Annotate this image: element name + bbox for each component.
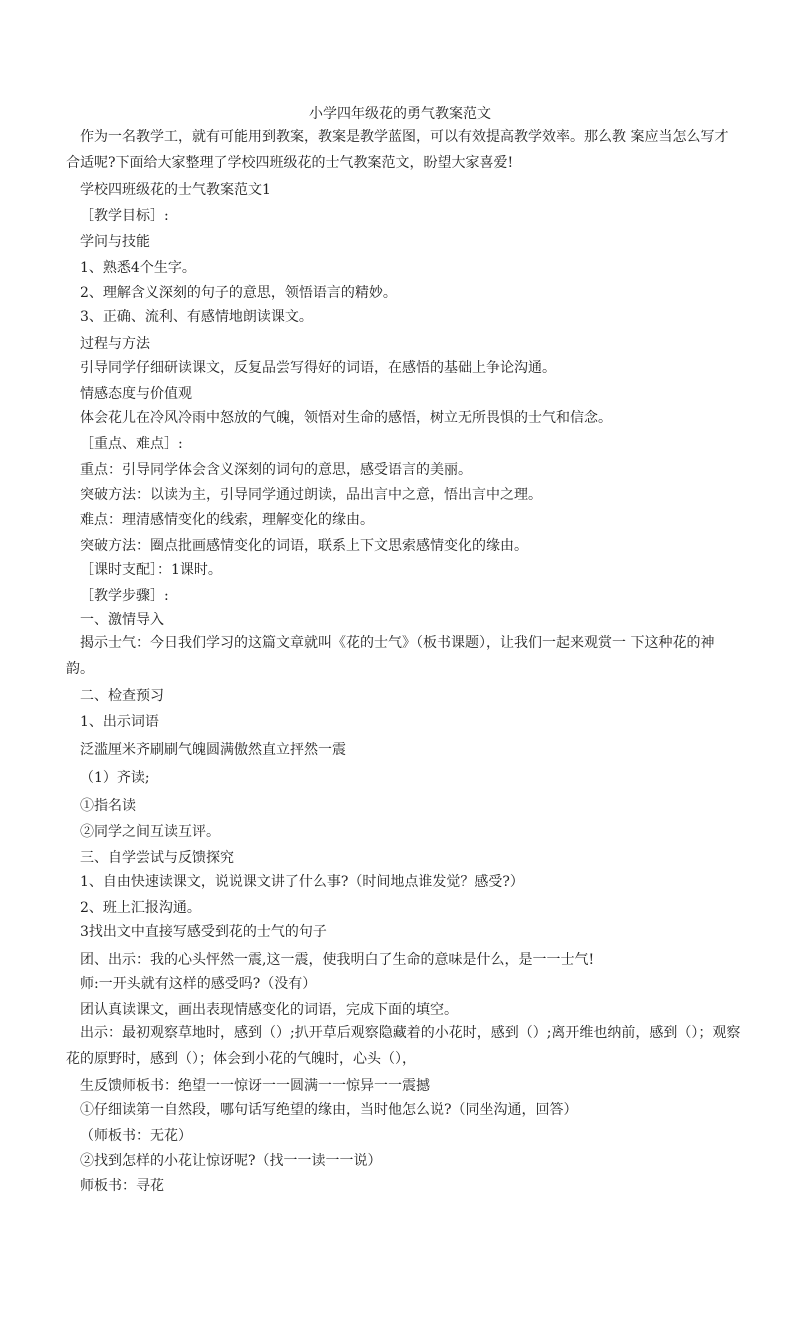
text-line: 师:一开头就有这样的感受吗?（没有） (80, 976, 317, 992)
paragraph-2: 揭示士气：今日我们学习的这篇文章就叫《花的士气》（板书课题），让我们一起来观赏一 下这种花的神韵。 (66, 635, 715, 677)
text-line: 突破方法：圈点批画感情变化的词语，联系上下文思索感情变化的缘由。 (80, 538, 528, 554)
text-line: 团认真读课文，画出表现情感变化的词语，完成下面的填空。 (80, 1002, 458, 1018)
text-line: ［教学目标］: (80, 208, 169, 224)
text-line: 1、自由快速读课文，说说课文讲了什么事?（时间地点谁发觉？感受?） (80, 874, 524, 890)
text-line: 学问与技能 (80, 234, 150, 250)
text-line: ［重点、难点］: (80, 436, 183, 452)
text-line: 1、出示词语 (80, 714, 159, 730)
text-line: 引导同学仔细研读课文，反复品尝写得好的词语，在感悟的基础上争论沟通。 (80, 360, 556, 376)
text-line: 2、理解含义深刻的句子的意思，领悟语言的精妙。 (80, 285, 397, 301)
text-line: 突破方法：以读为主，引导同学通过朗读，品出言中之意，悟出言中之理。 (80, 487, 542, 503)
text-line: 一、激情导入 (80, 612, 164, 628)
text-line: 泛滥厘米齐刷刷气魄圆满傲然直立抨然一震 (80, 742, 346, 758)
text-line: 团、出示：我的心头怦然一震,这一震，使我明白了生命的意味是什么，是一一士气! (80, 952, 595, 968)
text-line: ［教学步骤］: (80, 588, 169, 604)
text-line: 师板书：寻花 (80, 1178, 164, 1194)
text-line: 难点：理清感情变化的线索，理解变化的缘由。 (80, 512, 374, 528)
text-line: ［课时支配］：1课时。 (80, 562, 222, 578)
text-line: 3找出文中直接写感受到花的士气的句子 (80, 924, 327, 940)
text-line: 重点：引导同学体会含义深刻的词句的意思，感受语言的美丽。 (80, 462, 472, 478)
text-line: （师板书：无花） (80, 1128, 192, 1144)
intro-paragraph: 作为一名教学工，就有可能用到教案，教案是教学蓝图，可以有效提高教学效率。那么教 案应当怎么写才合适呢?下面给大家整理了学校四班级花的士气教案范文，盼望大家喜爱! (66, 129, 729, 171)
text-line: 三、自学尝试与反馈探究 (80, 850, 234, 866)
text-line: 生反馈师板书：绝望一一惊讶一一圆满一一惊异一一震撼 (80, 1078, 430, 1094)
text-line: 2、班上汇报沟通。 (80, 900, 201, 916)
text-line: 3、正确、流利、有感情地朗读课文。 (80, 309, 313, 325)
document-title: 小学四年级花的勇气教案范文 (309, 106, 491, 122)
text-line: ①仔细读第一自然段，哪句话写绝望的缘由，当时他怎么说?（同坐沟通，回答） (80, 1102, 578, 1118)
text-line: 过程与方法 (80, 336, 150, 352)
text-line: 学校四班级花的士气教案范文1 (80, 182, 271, 198)
text-line: 体会花儿在冷风冷雨中怒放的气魄，领悟对生命的感悟，树立无所畏惧的士气和信念。 (80, 410, 612, 426)
text-line: 情感态度与价值观 (80, 386, 192, 402)
paragraph-3: 出示：最初观察草地时，感到（）;扒开草后观察隐藏着的小花时，感到（）;离开维也纳前，感到（）；观察花的原野时，感到（）；体会到小花的气魄时，心头（）， (66, 1025, 741, 1067)
text-line: 二、检查预习 (80, 688, 164, 704)
text-line: （1）齐读; (80, 770, 150, 786)
text-line: ②找到怎样的小花让惊讶呢?（找一一读一一说） (80, 1153, 382, 1169)
text-line: 1、熟悉4个生字。 (80, 260, 196, 276)
text-line: ②同学之间互读互评。 (80, 824, 220, 840)
text-line: ①指名读 (80, 798, 136, 814)
